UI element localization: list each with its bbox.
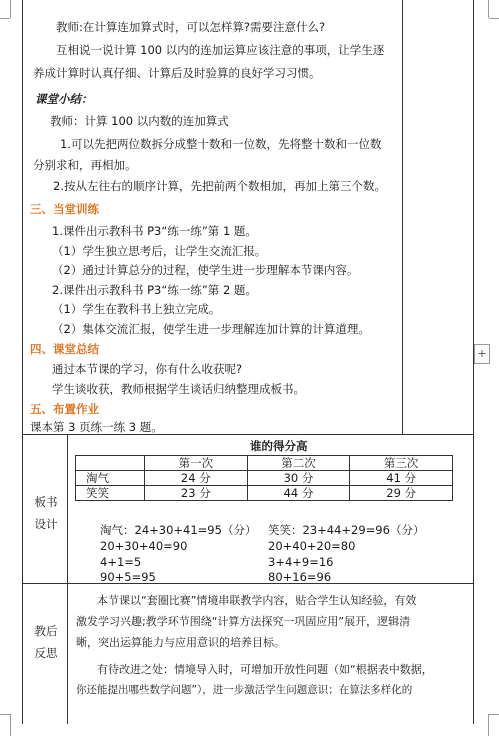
row-name: 笑笑 [76, 486, 145, 501]
homework-text: 课本第 3 页练一练 3 题。 [30, 420, 163, 434]
crop-mark-bottom-left-h [0, 714, 10, 715]
board-label-line-2: 设计 [34, 517, 58, 531]
section-3-heading: 三、当堂训练 [30, 202, 99, 216]
right-calc-line-1: 笑笑：23+44+29=96（分） [268, 523, 425, 537]
teacher-question: 教师:在计算连加算式时，可以怎样算?需要注意什么? [56, 20, 326, 34]
score-table-header [76, 456, 453, 471]
crop-mark-top-left-h [0, 18, 10, 19]
summary-point-1b: 分别求和，再相加。 [33, 158, 137, 172]
summary-question: 通过本节课的学习，你有什么收获呢? [52, 362, 243, 376]
score-cell: 23 分 [145, 486, 248, 501]
left-calc-line-1: 淘气：24+30+41=95（分） [100, 523, 257, 537]
score-cell: 44 分 [247, 486, 350, 501]
left-calc-line-3: 4+1=5 [100, 555, 142, 569]
summary-answer: 学生谈收获，教师根据学生谈话归纳整理成板书。 [52, 382, 305, 396]
row-name: 淘气 [76, 471, 145, 486]
column-divider-right [402, 0, 403, 434]
crop-mark-bottom-right-h [489, 714, 499, 715]
left-calc-line-4: 90+5=95 [100, 570, 156, 584]
exercise-2: 2.课件出示教科书 P3“练一练”第 2 题。 [52, 283, 257, 297]
crop-mark-bottom-right-v [488, 714, 489, 736]
board-label-line-1: 板书 [34, 495, 58, 509]
row-divider-1 [22, 434, 473, 435]
discussion-line-2: 养成计算时认真仔细、计算后及时验算的良好学习习惯。 [33, 66, 321, 80]
crop-mark-top-right-v [488, 0, 489, 18]
reflection-label-line-1: 教后 [34, 624, 58, 638]
row-divider-2 [22, 583, 473, 584]
exercise-2-step-2: （2）集体交流汇报，使学生进一步理解连加计算的计算道理。 [52, 322, 370, 336]
summary-teacher: 教师：计算 100 以内数的连加算式 [50, 114, 229, 128]
score-cell: 24 分 [145, 471, 248, 486]
discussion-line-1: 互相说一说计算 100 以内的连加运算应该注意的事项，让学生逐 [56, 43, 385, 57]
score-cell: 30 分 [247, 471, 350, 486]
column-divider-left [67, 434, 68, 724]
reflection-p1-line-1: 本节课以“套圈比赛”情境串联教学内容，贴合学生认知经验，有效 [97, 594, 417, 607]
reflection-p2-line-1: 有待改进之处：情境导入时，可增加开放性问题（如“根据表中数据， [97, 663, 433, 676]
crop-mark-top-left-v [10, 0, 11, 18]
table-row [76, 471, 453, 486]
score-table-title: 谁的得分高 [250, 439, 308, 453]
left-calc-line-2: 20+30+40=90 [100, 539, 188, 553]
summary-point-1a: 1.可以先把两位数拆分成整十数和一位数，先将整十数和一位数 [60, 137, 382, 151]
header-cell: 第一次 [145, 456, 248, 471]
reflection-label [26, 623, 66, 661]
exercise-1-step-1: （1）学生独立思考后，让学生交流汇报。 [52, 244, 267, 258]
right-calc-line-4: 80+16=96 [268, 570, 332, 584]
section-4-heading: 四、课堂总结 [30, 342, 99, 356]
header-cell: 第三次 [350, 456, 453, 471]
reflection-label-line-2: 反思 [34, 646, 58, 660]
exercise-1: 1.课件出示教科书 P3“练一练”第 1 题。 [52, 224, 257, 238]
board-design-label [26, 494, 66, 532]
crop-mark-top-right-h [489, 18, 499, 19]
exercise-2-step-1: （1）学生在教科书上独立完成。 [52, 302, 221, 316]
summary-point-2: 2.按从左往右的顺序计算，先把前两个数相加，再加上第三个数。 [53, 179, 386, 193]
section-5-heading: 五、布置作业 [30, 402, 99, 416]
score-cell: 41 分 [350, 471, 453, 486]
right-calc-line-2: 20+40+20=80 [268, 539, 356, 553]
summary-heading: 课堂小结： [35, 92, 93, 106]
reflection-p1-line-2: 激发学习兴趣;教学环节围绕“计算方法探究一巩固应用”展开，逻辑清 [76, 615, 411, 628]
right-calc-line-3: 3+4+9=16 [268, 555, 334, 569]
expand-plus-button[interactable]: + [474, 344, 490, 364]
score-table [75, 455, 453, 501]
exercise-1-step-2: （2）通过计算总分的过程，使学生进一步理解本节课内容。 [52, 263, 359, 277]
header-cell: 第二次 [247, 456, 350, 471]
score-cell: 29 分 [350, 486, 453, 501]
reflection-p1-line-3: 晰，突出运算能力与应用意识的培养目标。 [76, 636, 285, 649]
table-row [76, 486, 453, 501]
reflection-p2-line-2: 你还能提出哪些数学问题”），进一步激活学生问题意识；在算法多样化的 [76, 684, 413, 696]
crop-mark-bottom-left-v [10, 714, 11, 736]
header-cell [76, 456, 145, 471]
